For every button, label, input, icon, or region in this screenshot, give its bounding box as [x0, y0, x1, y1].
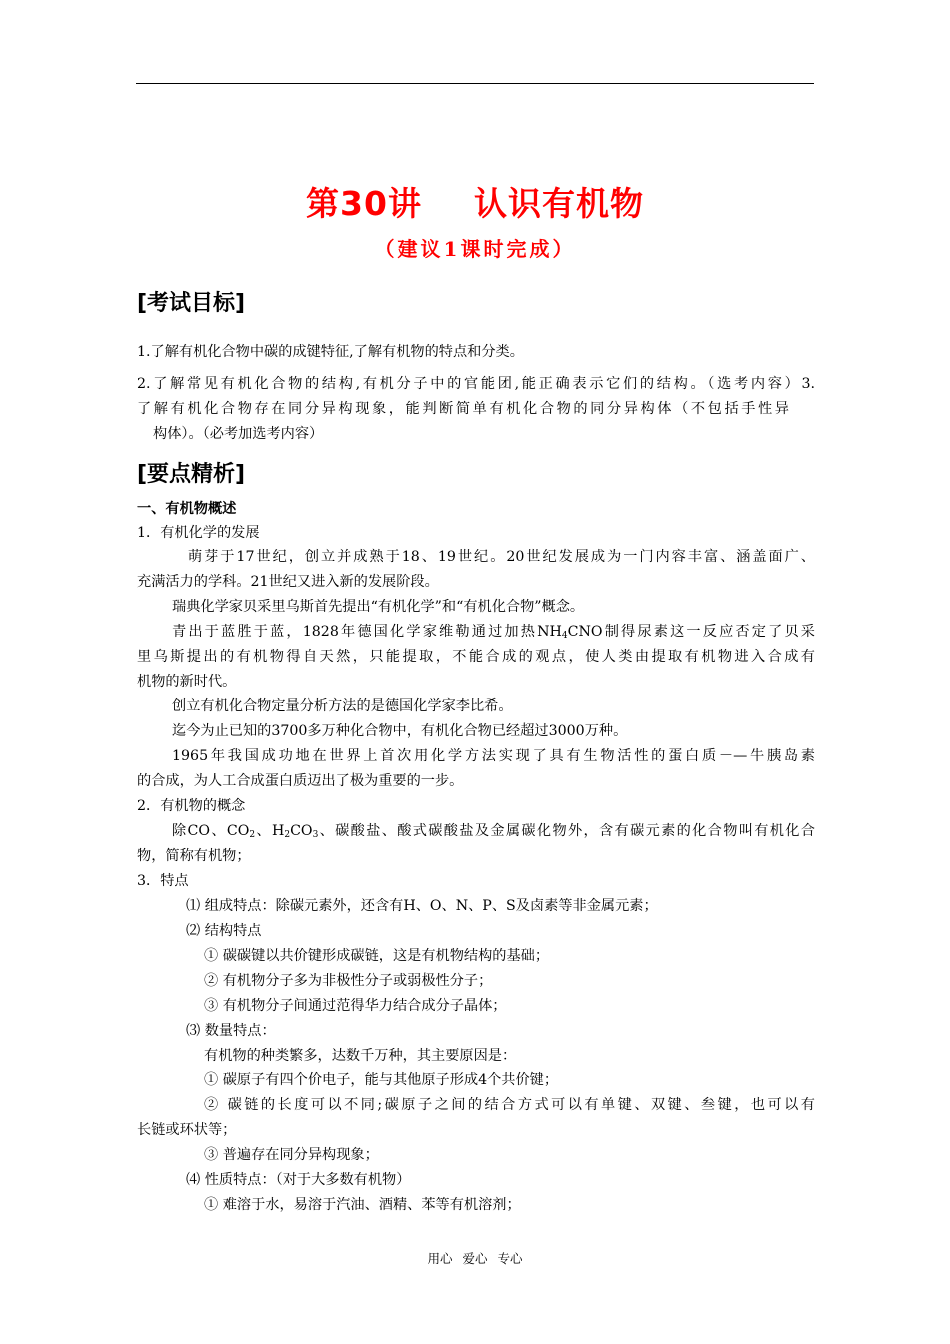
paragraph-6-line-1: 1965年我国成功地在世界上首次用化学方法实现了具有生物活性的蛋白质－—牛胰岛素	[172, 748, 815, 764]
lesson-title	[0, 178, 950, 225]
feature-3-point-3: ③ 普遍存在同分异构现象；	[204, 1147, 379, 1163]
section-heading-goals: [考试目标]	[137, 291, 246, 316]
feature-2-point-1: ① 碳碳键以共价键形成碳链，这是有机物结构的基础；	[204, 948, 550, 964]
paragraph-3-line-3: 机物的新时代。	[137, 674, 237, 690]
paragraph-7-line-2: 物，简称有机物；	[137, 848, 251, 864]
feature-3-intro: 有机物的种类繁多，达数千万种，其主要原因是：	[204, 1048, 517, 1064]
paragraph-3-line-1: 青出于蓝胜于蓝，1828年德国化学家维勒通过加热$NH_4CNO$制得尿素这一反应否定了贝采	[172, 624, 815, 641]
feature-2-point-3: ③ 有机物分子间通过范得华力结合成分子晶体；	[204, 998, 507, 1014]
paragraph-3-line-2: 里乌斯提出的有机物得自天然，只能提取，不能合成的观点，使人类由提取有机物进入合成有	[137, 649, 815, 665]
feature-2-point-2: ② 有机物分子多为非极性分子或弱极性分子；	[204, 973, 493, 989]
paragraph-6-line-2: 的合成，为人工合成蛋白质迈出了极为重要的一步。	[137, 773, 464, 789]
feature-1: ⑴ 组成特点：除碳元素外，还含有H、O、N、P、S及卤素等非金属元素；	[186, 898, 658, 914]
goal-1: 1.了解有机化合物中碳的成键特征,了解有机物的特点和分类。	[137, 344, 524, 360]
feature-3: ⑶ 数量特点：	[186, 1023, 276, 1039]
item-heading-1: 1．有机化学的发展	[137, 525, 260, 541]
lesson-subtitle: （建议1课时完成）	[374, 237, 576, 261]
feature-3-point-1: ① 碳原子有四个价电子，能与其他原子形成4个共价键；	[204, 1072, 559, 1088]
lesson-name: 认识有机物	[473, 184, 644, 223]
page-footer: 用心 爱心 专心	[427, 1251, 523, 1266]
header-rule	[136, 83, 814, 84]
section-heading-key-points: [要点精析]	[137, 462, 246, 487]
paragraph-1-line-1: 萌芽于17世纪，创立并成熟于18、19世纪。20世纪发展成为一门内容丰富、涵盖面广、	[188, 549, 815, 565]
feature-3-point-2-line-1: ② 碳链的长度可以不同;碳原子之间的结合方式可以有单键、双键、叁键，也可以有	[204, 1097, 815, 1113]
item-heading-2: 2．有机物的概念	[137, 798, 246, 814]
goal-2-line-1: 2.了解常见有机化合物的结构,有机分子中的官能团,能正确表示它们的结构。（选考内容）3.	[137, 376, 815, 392]
feature-4: ⑷ 性质特点：（对于大多数有机物）	[186, 1172, 411, 1188]
goal-2-line-3: 构体）。（必考加选考内容）	[153, 426, 324, 442]
paragraph-5: 迄今为止已知的3700多万种化合物中，有机化合物已经超过3000万种。	[172, 723, 628, 739]
subsection-heading: 一、有机物概述	[137, 501, 237, 517]
paragraph-4: 创立有机化合物定量分析方法的是德国化学家李比希。	[172, 698, 513, 714]
paragraph-1-line-2: 充满活力的学科。21世纪又进入新的发展阶段。	[137, 574, 439, 590]
feature-3-point-2-line-2: 长链或环状等；	[137, 1122, 237, 1138]
paragraph-2: 瑞典化学家贝采里乌斯首先提出“有机化学”和“有机化合物”概念。	[172, 599, 585, 615]
goal-2-line-2: 了解有机化合物存在同分异构现象，能判断简单有机化合物的同分异构体（不包括手性异	[137, 401, 789, 417]
lesson-number: 第30讲	[306, 184, 422, 223]
feature-2: ⑵ 结构特点	[186, 923, 262, 939]
feature-4-point-1: ① 难溶于水，易溶于汽油、酒精、苯等有机溶剂；	[204, 1197, 521, 1213]
item-heading-3: 3．特点	[137, 873, 189, 889]
paragraph-7-line-1: 除CO、$CO_2$、$H_2CO_3$、碳酸盐、酸式碳酸盐及金属碳化物外，含有碳元素的化合物叫有机化合	[172, 823, 815, 840]
